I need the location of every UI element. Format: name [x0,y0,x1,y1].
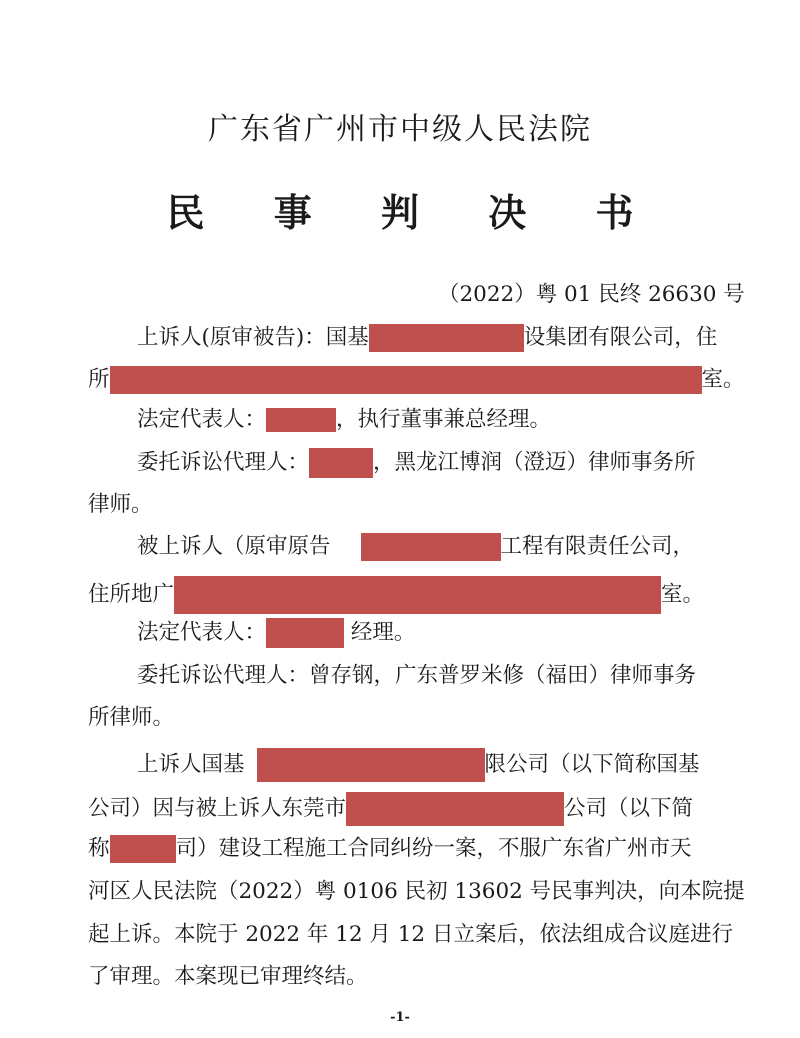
line-text: 称 [88,836,110,861]
paragraph-line [88,576,704,614]
line-text: 公司）因与被上诉人东莞市 [88,796,347,821]
line-text: 工程有限责任公司， [500,534,695,559]
line-text: 法定代表人： [137,407,267,432]
page-number: -1- [390,1010,410,1025]
paragraph-line: 了审理。本案现已审理终结。 [88,964,368,989]
redaction [309,448,373,478]
redaction [110,835,176,863]
line-text: 限公司（以下简称国基 [484,752,700,777]
line-text: 住所地广 [88,582,175,607]
redaction [361,533,501,561]
line-text: 上诉人(原审被告)：国基 [137,325,369,350]
line-text: ，执行董事兼总经理。 [336,407,552,432]
line-text: ，黑龙江博润（澄迈）律师事务所 [373,450,696,475]
paragraph-line [88,365,745,395]
paragraph-line [137,532,694,562]
paragraph-line [88,792,693,826]
redaction [174,576,661,614]
paragraph-line [137,323,717,353]
line-text: 上诉人国基 [137,752,245,777]
paragraph-line: 起上诉。本院于 2022 年 12 月 12 日立案后，依法组成合议庭进行 [88,922,733,947]
redaction [346,792,564,826]
redaction [266,618,344,648]
line-text: 委托诉讼代理人： [137,450,310,475]
redaction [369,324,524,352]
paragraph-line: 河区人民法院（2022）粤 0106 民初 13602 号民事判决，向本院提 [88,879,745,904]
line-text: 经理。 [350,620,416,645]
paragraph-line [137,405,551,435]
redaction [257,748,485,782]
line-text: 所 [88,367,110,392]
line-text: 设集团有限公司，住 [523,325,718,350]
redaction [110,366,702,394]
paragraph-line: 所律师。 [88,705,175,730]
paragraph-line [137,448,696,478]
line-text: 室。 [701,367,745,392]
paragraph-line [137,618,415,648]
redaction [266,408,336,432]
paragraph-line [137,748,700,782]
paragraph-line [88,834,692,864]
line-text: 司）建设工程施工合同纠纷一案，不服广东省广州市天 [175,836,692,861]
line-text: 公司（以下简 [564,796,694,821]
paragraph-line: 委托诉讼代理人：曾存钢，广东普罗米修（福田）律师事务 [137,663,697,688]
paragraph-line: 律师。 [88,492,153,517]
line-text: 法定代表人： [137,620,267,645]
court-name: 广东省广州市中级人民法院 [208,112,592,147]
line-text: 被上诉人（原审原告 [137,534,331,559]
line-text: 室。 [661,582,705,607]
document-type: 民 事 判 决 书 [166,190,662,235]
case-number: （2022）粤 01 民终 26630 号 [438,282,745,307]
